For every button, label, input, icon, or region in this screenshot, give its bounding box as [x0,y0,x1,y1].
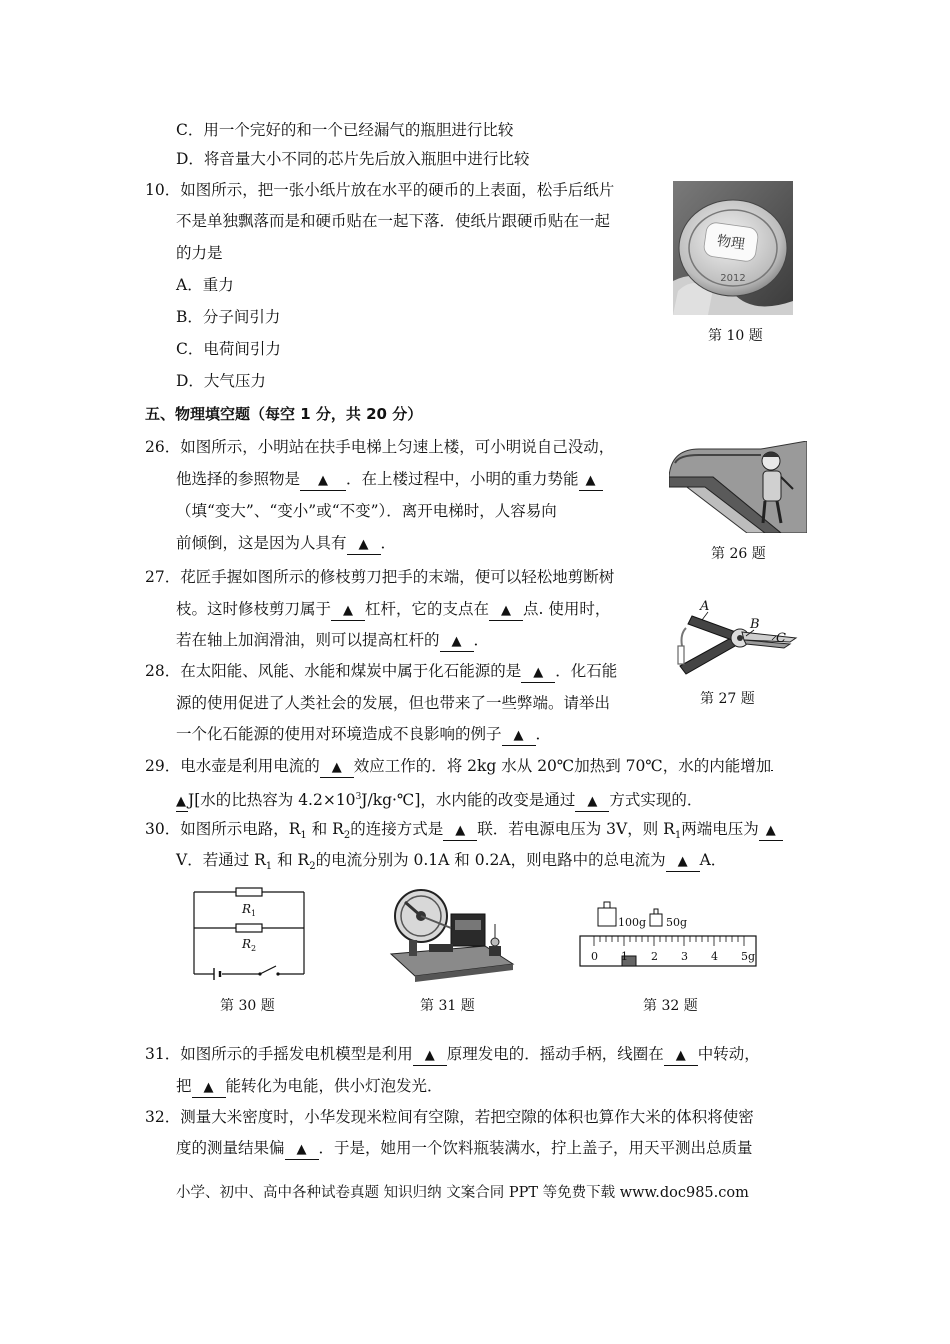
q26-line3: （填“变大”、“变小”或“不变”）．离开电梯时，人容易向 [176,502,557,520]
q30-line1: 30．如图所示电路，$R_1$ 和 $R_2$的连接方式是 ▲ 联．若电源电压为 3V，则 $R_1$两端电压为 ▲ [145,818,783,847]
q31-blank-2[interactable]: ▲ [664,1047,698,1066]
q26-blank-1[interactable]: ▲ [300,472,346,491]
q29-blank-1[interactable]: ▲ [320,759,354,778]
q26-blank-3[interactable]: ▲ [347,536,381,555]
q30-blank-2[interactable]: ▲ [759,822,783,841]
q29-line1: 29．电水壶是利用电流的 ▲ 效应工作的．将 2kg 水从 20℃加热到 70℃，水的内能增加 [145,755,773,778]
q26-blank-2[interactable]: ▲ [579,472,603,491]
page-footer: 小学、初中、高中各种试卷真题 知识归纳 文案合同 PPT 等免费下载 www.doc985.com [176,1185,749,1201]
q28-line3: 一个化石能源的使用对环境造成不良影响的例子 ▲ ． [176,723,551,746]
section-5-title: 五、物理填空题（每空 1 分，共 20 分） [145,405,423,423]
q27-label-c: C [776,631,786,646]
q9-option-d: D．将音量大小不同的芯片先后放入瓶胆中进行比较 [176,150,530,168]
q29-blank-3[interactable]: ▲ [575,793,609,812]
q10-stem-line1: 10．如图所示，把一张小纸片放在水平的硬币的上表面，松手后纸片 [145,181,615,199]
q32-line2: 度的测量结果偏 ▲ ．于是，她用一个饮料瓶装满水，拧上盖子，用天平测出总质量 [176,1137,753,1160]
q32-balance-figure [578,898,758,970]
q27-line2: 枝。这时修枝剪刀属于 ▲ 杠杆，它的支点在 ▲ 点. 使用时， [176,598,610,621]
q27-label-a: A [700,599,710,614]
q32-line1: 32．测量大米密度时，小华发现米粒间有空隙，若把空隙的体积也算作大米的体积将使密 [145,1108,754,1126]
q28-line1: 28．在太阳能、风能、水能和煤炭中属于化石能源的是 ▲ ．化石能 [145,660,617,683]
q10-option-a: A．重力 [176,276,234,294]
q26-line1: 26．如图所示，小明站在扶手电梯上匀速上楼，可小明说自己没动， [145,438,615,456]
ruler-tick-label: 2 [651,950,658,963]
svg-text:R1: $R_1$ [242,902,257,918]
q10-stem-line2: 不是单独飘落而是和硬币贴在一起下落．使纸片跟硬币贴在一起 [176,212,611,230]
svg-text:R2: $R_2$ [242,937,257,953]
q10-paper-text: 物理 [715,233,746,253]
q10-option-b: B．分子间引力 [176,308,281,326]
q27-line3: 若在轴上加润滑油，则可以提高杠杆的 ▲ ． [176,629,489,652]
q10-coin-year: 2012 [720,273,746,284]
q32-blank-1[interactable]: ▲ [285,1141,319,1160]
ruler-tick-label: 5g [741,950,756,963]
q10-stem-line3: 的力是 [176,244,223,262]
q10-option-d: D．大气压力 [176,372,266,390]
q29-blank-2-start [771,770,773,771]
ruler-tick-label: 4 [711,950,718,963]
q32-weight-50g: 50g [666,916,688,929]
q28-blank-2[interactable]: ▲ [502,727,536,746]
q32-caption: 第 32 题 [643,998,698,1014]
q31-line1: 31．如图所示的手摇发电机模型是利用 ▲ 原理发电的．摇动手柄，线圈在 ▲ 中转动， [145,1043,760,1066]
q27-blank-3[interactable]: ▲ [440,633,474,652]
q10-option-c: C．电荷间引力 [176,340,281,358]
q31-blank-3[interactable]: ▲ [192,1079,226,1098]
ruler-tick-label: 3 [681,950,688,963]
q26-escalator-figure [669,441,807,533]
q30-circuit-figure [186,884,312,980]
q30-blank-3[interactable]: ▲ [666,853,700,872]
q10-coin-photo [673,181,793,315]
q27-caption: 第 27 题 [700,691,755,707]
q27-blank-1[interactable]: ▲ [331,602,365,621]
q29-blank-2[interactable]: ▲ [176,793,188,812]
q26-line4: 前倾倒，这是因为人具有 ▲ ． [176,532,396,555]
q27-pruning-shears-figure [672,594,800,676]
q32-weight-100g: 100g [618,916,647,929]
q31-generator-figure [385,884,515,982]
q9-option-c: C．用一个完好的和一个已经漏气的瓶胆进行比较 [176,121,514,139]
q26-line2: 他选择的参照物是 ▲ ．在上楼过程中，小明的重力势能 ▲ [176,468,603,491]
q30-caption: 第 30 题 [220,998,275,1014]
q27-blank-2[interactable]: ▲ [489,602,523,621]
ruler-tick-label: 1 [621,950,628,963]
q31-blank-1[interactable]: ▲ [413,1047,447,1066]
q27-line1: 27．花匠手握如图所示的修枝剪刀把手的末端，便可以轻松地剪断树 [145,568,615,586]
q27-label-b: B [750,617,760,632]
q29-line2: ▲ J[水的比热容为 $4.2\times 10^3J/kg\cdot℃$]，水内能的改变是通过 ▲ 方式实现的． [176,786,702,812]
ruler-tick-label: 0 [591,950,598,963]
q10-caption: 第 10 题 [708,328,763,344]
q30-line2: V．若通过 $R_1$ 和 $R_2$的电流分别为 0.1A 和 0.2A，则电路中的总电流为 ▲ A． [176,851,727,873]
q26-caption: 第 26 题 [711,546,766,562]
q30-blank-1[interactable]: ▲ [443,822,477,841]
q28-line2: 源的使用促进了人类社会的发展，但也带来了一些弊端。请举出 [176,694,611,712]
q31-caption: 第 31 题 [420,998,475,1014]
q28-blank-1[interactable]: ▲ [521,664,555,683]
q31-line2: 把 ▲ 能转化为电能，供小灯泡发光． [176,1075,443,1098]
